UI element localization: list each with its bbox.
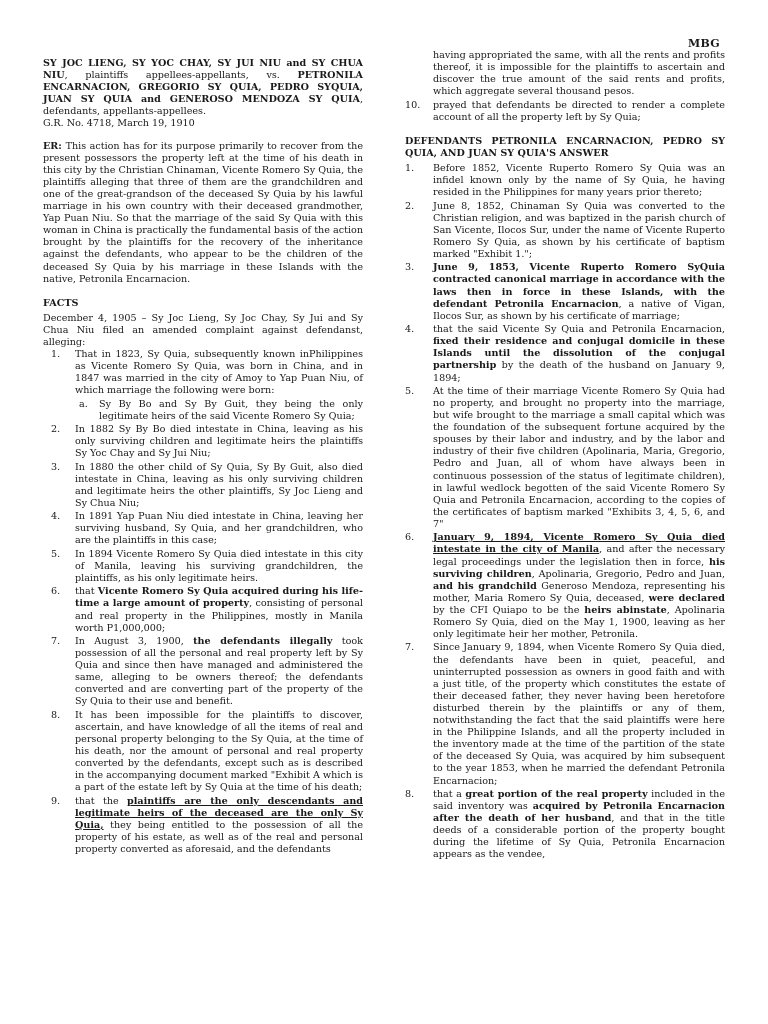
list-item: 4. that the said Vicente Sy Quia and Petronila Encarnacion, fixed their residence and conjugal domicile in these Islands until the dissolution of the conjugal partnership by the death of the husband on January 9, 1894; <box>405 324 725 384</box>
plaintiffs-names: SY JOC LIENG, SY YOC CHAY, SY JUI NIU and SY CHUA NIU <box>43 58 363 82</box>
facts-intro: December 4, 1905 – Sy Joc Lieng, Sy Joc Chay, Sy Jui and Sy Chua Niu filed an amended complaint against defendanst, alleging: <box>43 312 363 348</box>
case-caption <box>43 58 363 131</box>
list-item: 5. At the time of their marriage Vicente Romero Sy Quia had no property, and brought no property into the marriage, but wife brought to the marriage a small capital which was the foundation of the subsequent fortune acquired by the spouses by their labor and industry, and by the labor and industry of their five children (Apolinaria, Maria, Gregorio, Pedro and Juan, all of whom have always been in continuous possession of the status of legitimate children), in lawful wedlock begotten of the said Vicente Romero Sy Quia and Petronila Encarnacion, according to the copies of the certificates of baptism marked "Exhibits 3, 4, 5, 6, and 7" <box>405 385 725 530</box>
list-item: 7. In August 3, 1900, the defendants illegally took possession of all the personal and real property left by Sy Quia and since then have managed and administered the same, alleging to be owners thereof; the defendants converted and are converting part of the property of the Sy Quia to their use and benefit. <box>51 636 363 708</box>
list-item: 7. Since January 9, 1894, when Vicente Romero Sy Quia died, the defendants have been in quiet, peaceful, and uninterrupted possession as owners in good faith and with a just title, of the property which constitutes the estate of their deceased father, they never having been heretofore disturbed therein by the plaintiffs or any of them, notwithstanding the fact that the said plaintiffs were here in the Philippine Islands, and all the property included in the inventory made at the time of the partition of the state of the deceased Sy Quia, was acquired by him subsequent to the year 1853, when he married the defendant Petronila Encarnacion; <box>405 642 725 787</box>
facts-list <box>43 349 363 856</box>
list-item: 8. that a great portion of the real property included in the said inventory was acquired by Petronila Encarnacion after the death of her husband, and that in the title deeds of a considerable portion of the property bought during the lifetime of Sy Quia, Petronila Encarnacion appears as the vendee, <box>405 788 726 861</box>
list-item: 2. June 8, 1852, Chinaman Sy Quia was converted to the Christian religion, and was baptized in the parish church of San Vicente, Ilocos Sur, under the name of Vicente Ruperto Romero Sy Quia, as shown by his certificate of baptism marked "Exhibit 1."; <box>405 200 725 260</box>
er-paragraph <box>43 141 363 286</box>
answer-list <box>405 163 725 861</box>
list-item: 2. In 1882 Sy By Bo died intestate in China, leaving as his only surviving children and legitimate heirs the plaintiffs Sy Yoc Chay and Sy Jui Niu; <box>51 423 363 460</box>
list-item-continued: having appropriated the same, with all the rents and profits thereof, it is impossible for the plaintiffs to ascertain and discover the true amount of the said rents and profits, which aggregate several thousand pesos. <box>433 50 725 98</box>
plaintiffs-role: , plaintiffs appellees-appellants, vs. <box>64 70 298 82</box>
list-item: 4. In 1891 Yap Puan Niu died intestate in China, leaving her surviving husband, Sy Quia, and her grandchildren, who are the plaintiffs in this case; <box>51 511 363 547</box>
gr-number: G.R. No. 4718, March 19, 1910 <box>43 118 195 130</box>
facts-heading: FACTS <box>43 297 79 309</box>
list-item: 6. January 9, 1894, Vicente Romero Sy Quia died intestate in the city of Manila, and after the necessary legal proceedings under the legislation then in force, his surviving children, Apolinaria, Gregorio, Pedro and Juan, and his grandchild Generoso Mendoza, representing his mother, Maria Romero Sy Quia, deceased, were declared by the CFI Quiapo to be the heirs abinstate, Apolinaria Romero Sy Quia, died on the May 1, 1900, leaving as her only legitimate heir her mother, Petronila. <box>405 532 726 641</box>
list-item: 3. In 1880 the other child of Sy Quia, Sy By Guit, also died intestate in China, leaving as his only surviving children and legitimate heirs the other plaintiffs, Sy Joc Lieng and Sy Chua Niu; <box>51 461 363 509</box>
right-column <box>405 50 725 863</box>
defendants-role: , defendants, appellants-appellees. <box>43 94 363 118</box>
list-subitem: a. Sy By Bo and Sy By Guit, they being the only legitimate heirs of the said Vicente Romero Sy Quia; <box>79 398 363 422</box>
list-item: 8. It has been impossible for the plaintiffs to discover, ascertain, and have knowledge of all the items of real and personal property belonging to the Sy Quia, at the time of his death, nor the amount of personal and real property converted by the defendants, except such as is described in the accompanying document marked "Exhibit A which is a part of the estate left by Sy Quia at the time of his death; <box>51 709 363 794</box>
defendants-names: PETRONILA ENCARNACION, GREGORIO SY QUIA, PEDRO SYQUIA, JUAN SY QUIA and GENEROSO MENDOZA SY QUIA <box>43 70 363 106</box>
list-item: 5. In 1894 Vicente Romero Sy Quia died intestate in this city of Manila, leaving his surviving grandchildren, the plaintiffs, as his only legitimate heirs. <box>51 548 363 584</box>
list-item: 1. Before 1852, Vicente Ruperto Romero Sy Quia was an infidel known only by the name of Sy Quia, he having resided in the Philippines for many years prior thereto; <box>405 163 725 199</box>
list-item: 6. that Vicente Romero Sy Quia acquired during his life-time a large amount of property, consisting of personal and real property in the Philippines, mostly in Manila worth P1,000,000; <box>51 586 363 634</box>
left-column <box>43 58 363 858</box>
answer-heading: DEFENDANTS PETRONILA ENCARNACION, PEDRO SY QUIA, AND JUAN SY QUIA'S ANSWER <box>405 135 725 159</box>
list-item: 3. June 9, 1853, Vicente Ruperto Romero SyQuia contracted canonical marriage in accordance with the laws then in force in these Islands, with the defendant Petronila Encarnacion, a native of Vigan, Ilocos Sur, as shown by his certificate of marriage; <box>405 262 725 322</box>
list-item: 1. That in 1823, Sy Quia, subsequently known inPhilippines as Vicente Romero Sy Quia, was born in China, and in 1847 was married in the city of Amoy to Yap Puan Niu, of which marriage the following were born: <box>51 349 363 397</box>
er-label: ER: <box>43 140 66 152</box>
er-text: This action has for its purpose primarily to recover from the present possessors the property left at the time of his death in this city by the Christian Chinaman, Vicente Romero Sy Quia, the plaintiffs alleging that three of them are the grandchildren and one of the great-grandson of the deceased Sy Quia by his lawful marriage in his own country with their deceased grandmother, Yap Puan Niu. So that the marriage of the said Sy Quia with this woman in China is practically the fundamental basis of the action brought by the plaintiffs for the recovery of the inheritance against the defendants, who appear to be the children of the deceased Sy Quia by his marriage in these Islands with the native, Petronila Encarnacion. <box>43 140 364 285</box>
facts-list-continued <box>405 50 725 124</box>
list-item: 10. prayed that defendants be directed to render a complete account of all the property left by Sy Quia; <box>405 99 725 123</box>
list-item: 9. that the plaintiffs are the only descendants and legitimate heirs of the deceased are the only Sy Quia, they being entitled to the possession of all the property of his estate, as well as of the real and personal property converted as aforesaid, and the defendants <box>51 795 364 856</box>
header-initials: MBG <box>688 37 720 50</box>
